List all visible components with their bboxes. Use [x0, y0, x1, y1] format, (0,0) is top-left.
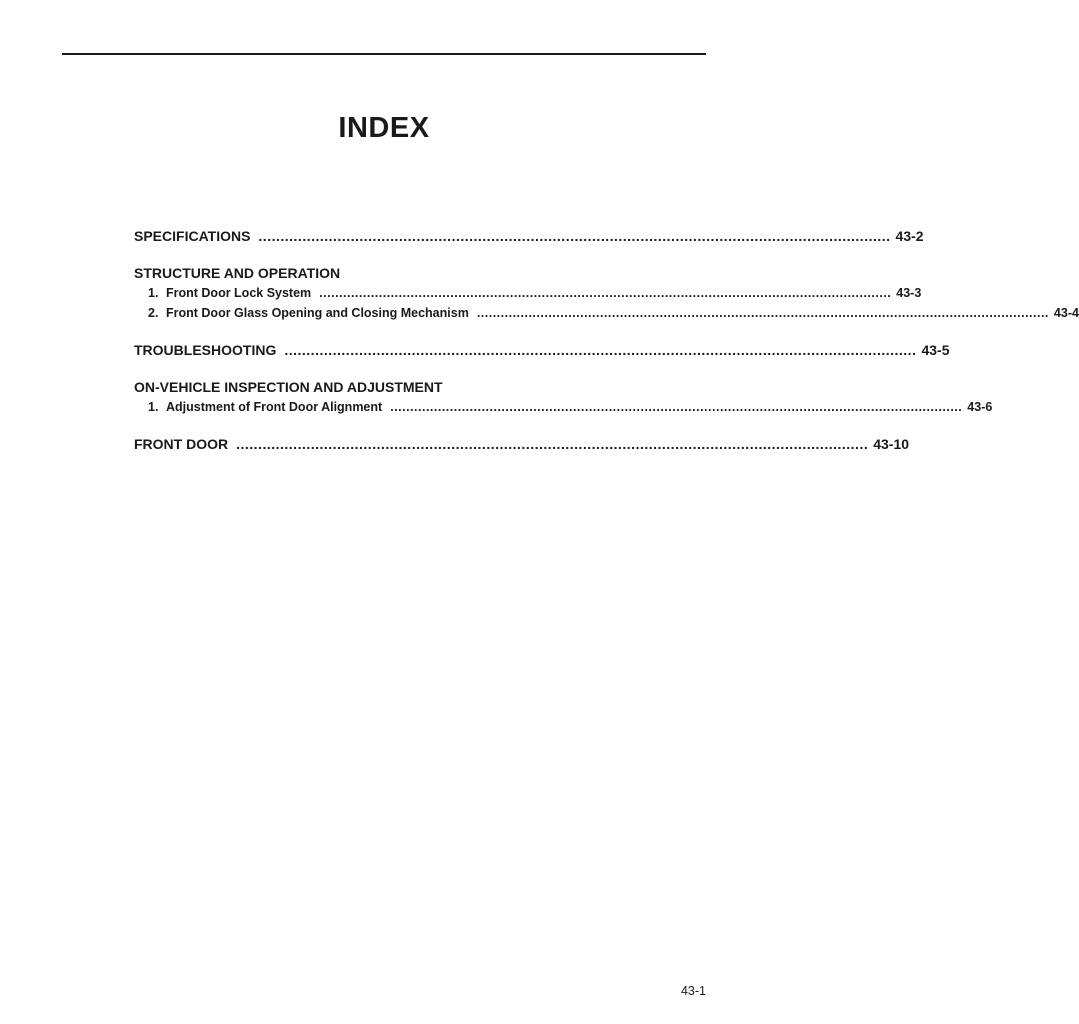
toc-entry-page: 43-10	[873, 436, 910, 452]
toc-entry-label: Front Door Lock System	[166, 286, 312, 300]
toc-entry-page: 43-4	[1053, 306, 1079, 320]
toc-entry-front-door[interactable]	[134, 434, 910, 454]
toc-entry-front-door-lock-system[interactable]	[134, 283, 922, 303]
dot-leader: ................................................................................................................................................	[319, 286, 892, 300]
toc-entry-label: Adjustment of Front Door Alignment	[166, 400, 383, 414]
toc-entry-page: 43-5	[921, 342, 950, 358]
dot-leader: ................................................................................................................................................	[258, 228, 891, 244]
toc-entry-specifications[interactable]	[134, 226, 924, 246]
toc-entry-troubleshooting[interactable]	[134, 340, 950, 360]
toc-entry-front-door-alignment[interactable]	[134, 397, 993, 417]
table-of-contents	[134, 226, 1079, 454]
dot-leader: ................................................................................................................................................	[236, 436, 869, 452]
toc-entry-label: TROUBLESHOOTING	[134, 342, 277, 358]
dot-leader: ................................................................................................................................................	[390, 400, 963, 414]
page-title: INDEX	[338, 112, 430, 144]
toc-entry-label: SPECIFICATIONS	[134, 228, 251, 244]
page-number: 43-1	[680, 984, 706, 998]
toc-entry-page: 43-2	[895, 228, 924, 244]
toc-entry-front-door-glass-mechanism[interactable]	[134, 303, 1079, 323]
toc-entry-number: 1.	[148, 286, 159, 300]
toc-entry-page: 43-3	[896, 286, 922, 300]
toc-entry-page: 43-6	[967, 400, 993, 414]
dot-leader: ................................................................................................................................................	[476, 306, 1049, 320]
toc-entry-label: Front Door Glass Opening and Closing Mechanism	[166, 306, 469, 320]
toc-heading-inspection: ON-VEHICLE INSPECTION AND ADJUSTMENT	[134, 379, 443, 395]
toc-heading-structure: STRUCTURE AND OPERATION	[134, 265, 341, 281]
toc-entry-number: 2.	[148, 306, 159, 320]
toc-entry-label: FRONT DOOR	[134, 436, 229, 452]
top-rule	[62, 53, 706, 55]
toc-entry-number: 1.	[148, 400, 159, 414]
dot-leader: ................................................................................................................................................	[284, 342, 917, 358]
